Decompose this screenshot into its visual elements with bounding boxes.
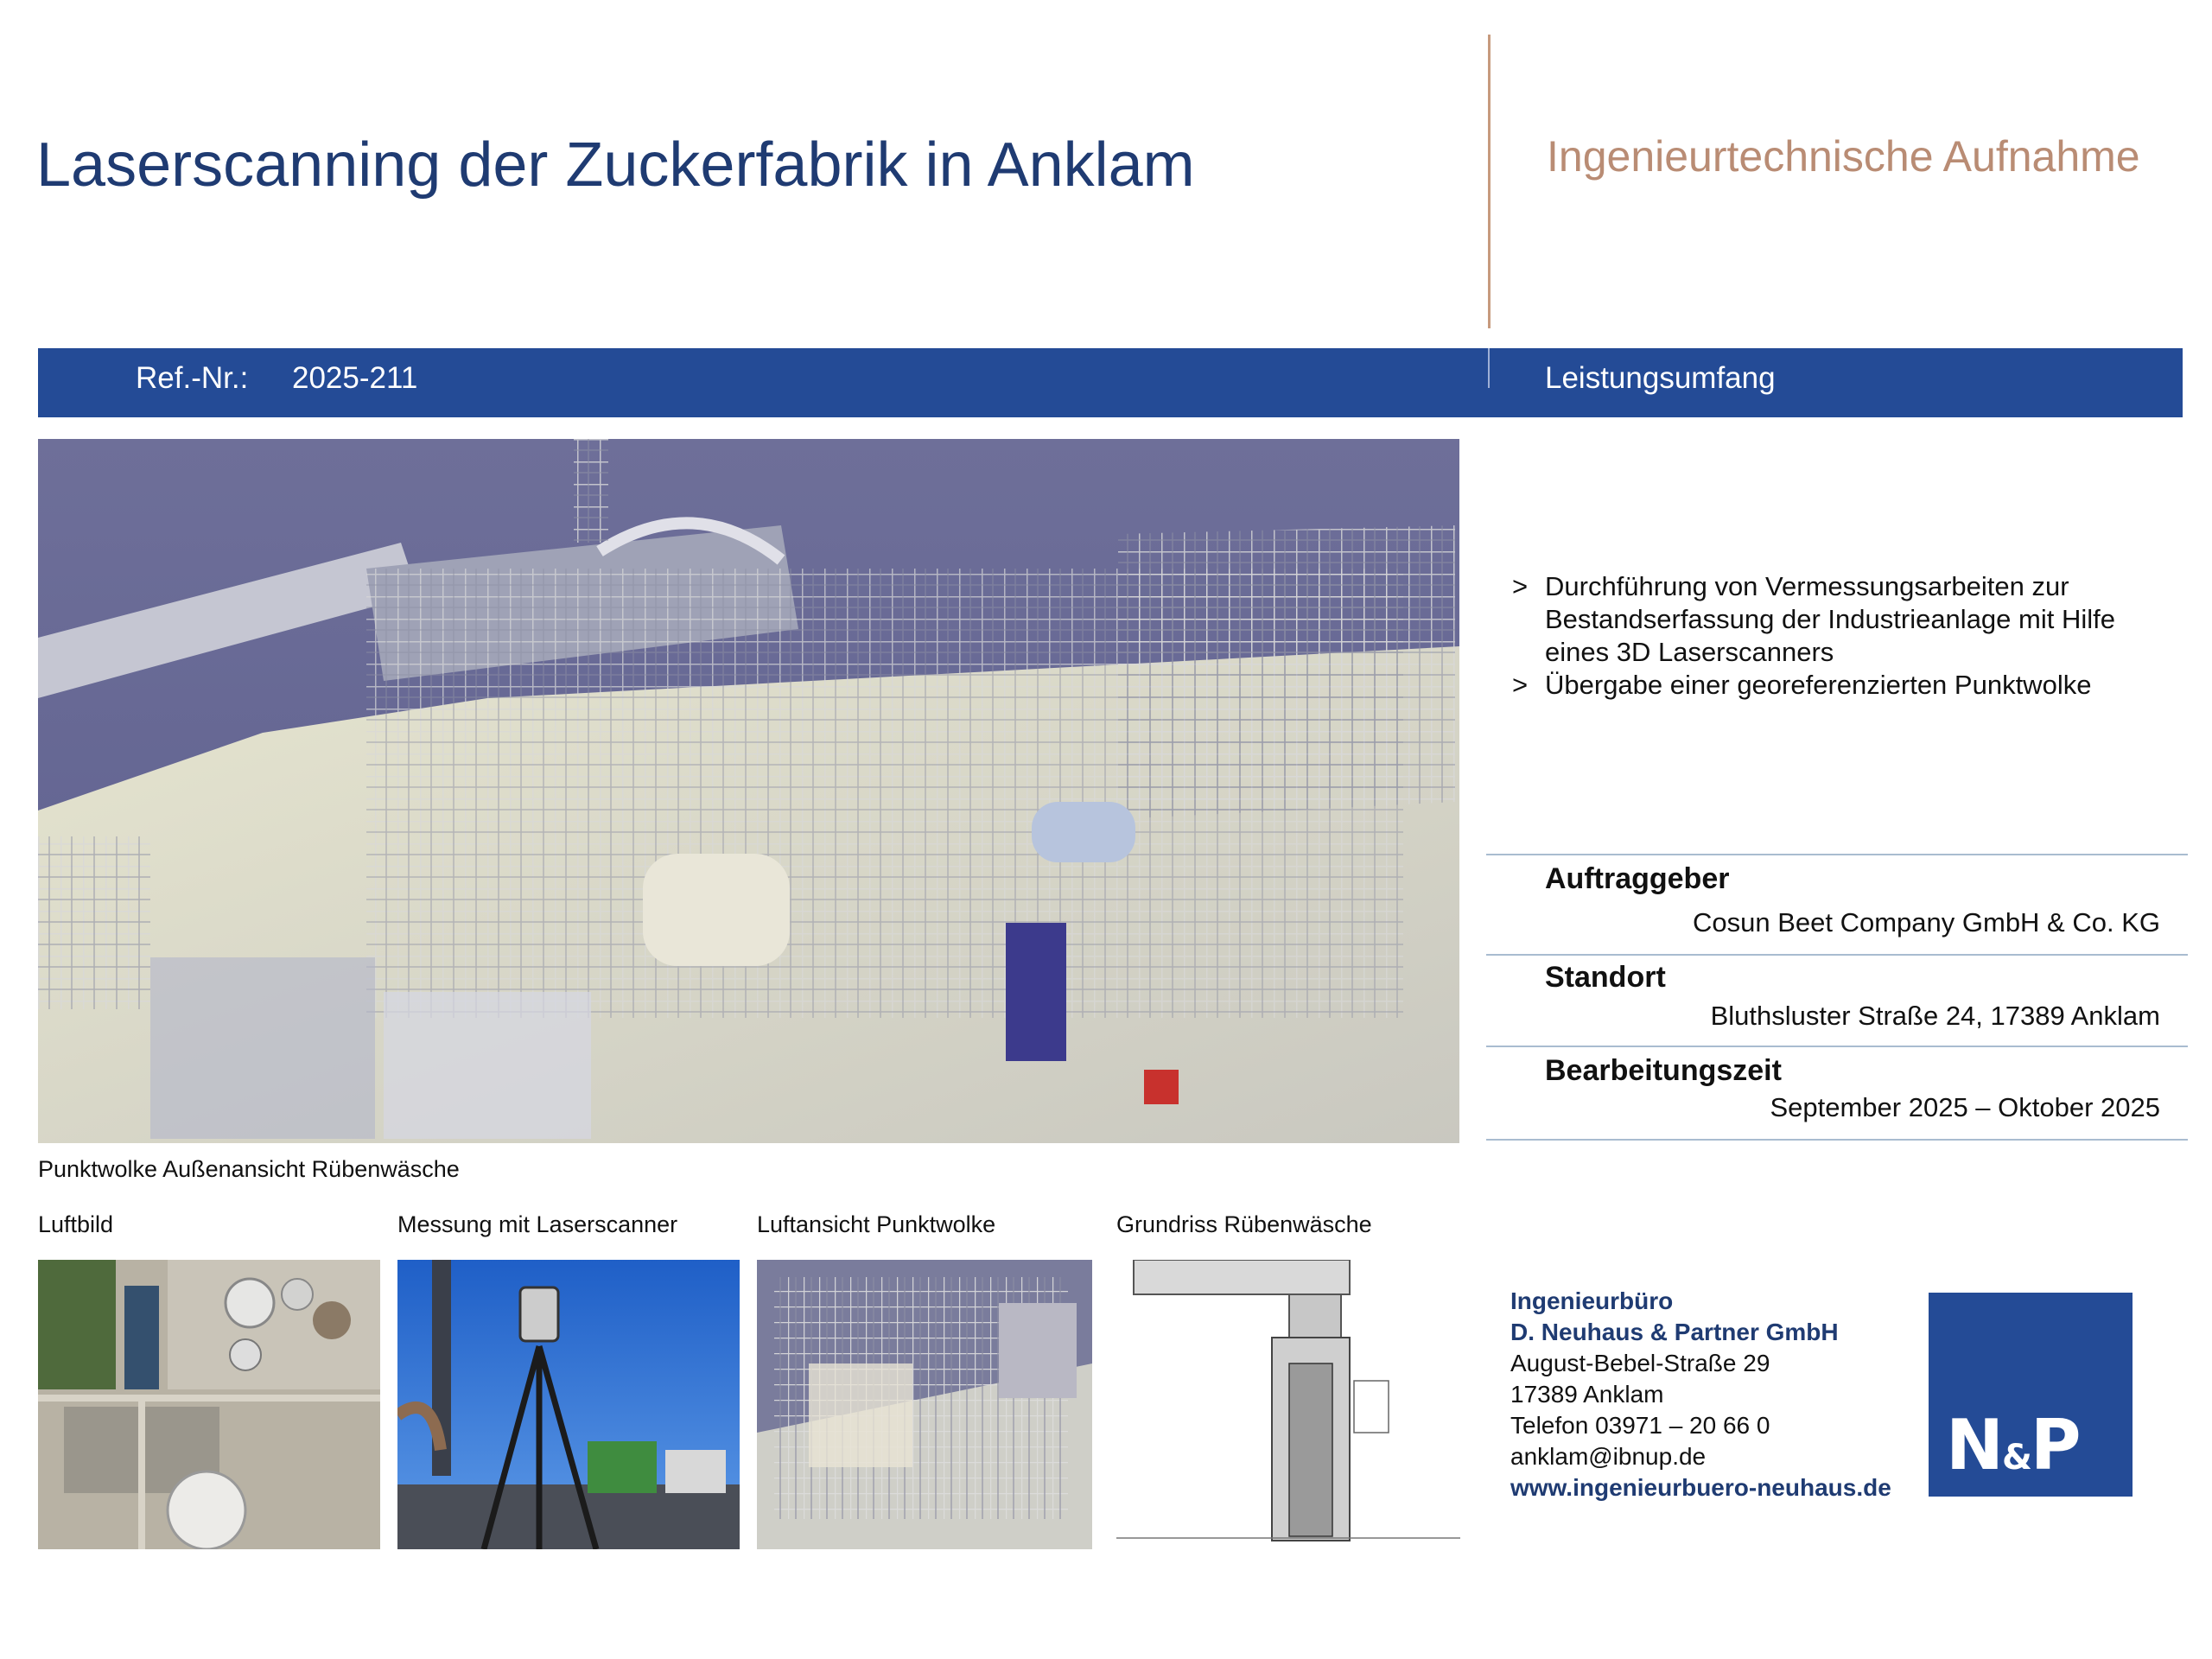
period-label: Bearbeitungszeit — [1545, 1054, 1782, 1087]
info-divider — [1486, 854, 2188, 855]
info-bar-divider — [1488, 348, 1490, 388]
company-name-line1: Ingenieurbüro — [1510, 1287, 1674, 1314]
bullet-marker: > — [1512, 670, 1529, 700]
scope-item-text: Durchführung von Vermessungsarbeiten zur Bestandserfassung der Industrieanlage mit Hilfe eines 3D Laserscanners — [1545, 571, 2115, 667]
floorplan-image — [1116, 1260, 1460, 1549]
client-value: Cosun Beet Company GmbH & Co. KG — [1692, 907, 2160, 938]
info-divider — [1486, 954, 2188, 956]
thumb-caption-aerial-cloud: Luftansicht Punktwolke — [757, 1211, 996, 1237]
scope-item-text: Übergabe einer georeferenzierten Punktwolke — [1545, 670, 2092, 700]
company-city: 17389 Anklam — [1510, 1381, 1664, 1408]
logo-text: N&P — [1946, 1405, 2080, 1485]
thumb-caption-floorplan: Grundriss Rübenwäsche — [1116, 1211, 1372, 1237]
company-logo — [1929, 1293, 2133, 1497]
company-phone: Telefon 03971 – 20 66 0 — [1510, 1412, 1770, 1439]
ref-number: 2025-211 — [292, 361, 418, 395]
main-image-caption: Punktwolke Außenansicht Rübenwäsche — [38, 1156, 460, 1182]
aerial-pointcloud-image — [757, 1260, 1092, 1549]
header-divider — [1488, 35, 1491, 328]
thumb-caption-aerial: Luftbild — [38, 1211, 114, 1237]
ref-label: Ref.-Nr.: — [136, 361, 249, 395]
company-name-line2: D. Neuhaus & Partner GmbH — [1510, 1319, 1839, 1345]
client-label: Auftraggeber — [1545, 862, 1730, 895]
page-subtitle: Ingenieurtechnische Aufnahme — [1547, 132, 2140, 181]
main-pointcloud-image — [38, 439, 1459, 1143]
company-address — [1510, 1286, 1891, 1503]
page-title: Laserscanning der Zuckerfabrik in Anklam — [36, 130, 1195, 200]
company-street: August-Bebel-Straße 29 — [1510, 1350, 1770, 1376]
scope-item — [1512, 669, 2169, 702]
info-divider — [1486, 1139, 2188, 1141]
location-value: Bluthsluster Straße 24, 17389 Anklam — [1710, 1001, 2160, 1031]
period-value: September 2025 – Oktober 2025 — [1770, 1092, 2160, 1122]
scope-heading: Leistungsumfang — [1545, 361, 1776, 395]
scope-item — [1512, 570, 2169, 669]
thumb-caption-scanner: Messung mit Laserscanner — [397, 1211, 678, 1237]
info-divider — [1486, 1046, 2188, 1047]
scanner-photo — [397, 1260, 740, 1549]
scope-list — [1512, 570, 2169, 702]
company-website-link[interactable]: www.ingenieurbuero-neuhaus.de — [1510, 1474, 1891, 1501]
location-label: Standort — [1545, 961, 1666, 994]
bullet-marker: > — [1512, 571, 1529, 601]
aerial-photo — [38, 1260, 380, 1549]
company-email[interactable]: anklam@ibnup.de — [1510, 1443, 1707, 1470]
